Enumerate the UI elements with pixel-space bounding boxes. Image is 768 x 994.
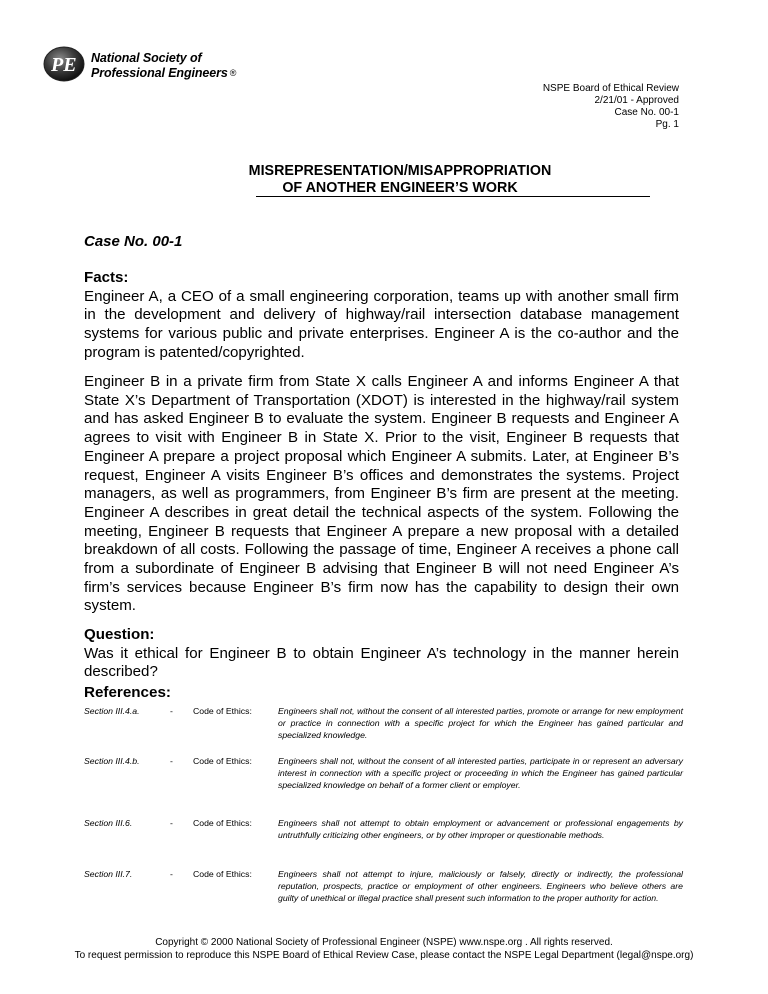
- reference-dash: -: [170, 706, 173, 716]
- document-title-line1: MISREPRESENTATION/MISAPPROPRIATION: [248, 163, 552, 179]
- reference-text: Engineers shall not, without the consent of all interested parties, promote or arrange for new employment or practice in connection with a specific project for which the Engineer has gained particular and specialized knowledge.: [278, 706, 683, 740]
- facts-section: [84, 269, 679, 363]
- reference-section: Section III.4.b.: [84, 756, 140, 766]
- logo-letters: PE: [51, 54, 77, 76]
- case-metadata: [543, 83, 679, 131]
- copyright-notice: Copyright © 2000 National Society of Professional Engineer (NSPE) www.nspe.org . All rights reserved.: [155, 937, 613, 948]
- reference-dash: -: [170, 818, 173, 828]
- question-section: [84, 626, 679, 682]
- question-text: Was it ethical for Engineer B to obtain Engineer A’s technology in the manner herein described?: [84, 644, 679, 681]
- logo-org-line2: Professional Engineers: [91, 66, 228, 80]
- references-heading: References:: [84, 684, 171, 701]
- logo-org-line1: National Society of: [91, 51, 202, 65]
- reference-text: Engineers shall not attempt to obtain employment or advancement or professional engagements by untruthfully criticizing other engineers, or by other improper or questionable methods.: [278, 818, 683, 840]
- nspe-emblem-icon: [42, 44, 86, 84]
- case-number: Case No. 00-1: [84, 233, 183, 250]
- nspe-logo: [42, 44, 262, 88]
- title-underline: [256, 196, 650, 197]
- document-title-line2: OF ANOTHER ENGINEER’S WORK: [282, 180, 518, 196]
- reference-dash: -: [170, 869, 173, 879]
- permission-notice: To request permission to reproduce this NSPE Board of Ethical Review Case, please contact the NSPE Legal Department (legal@nspe.org): [74, 950, 694, 961]
- page-number: Pg. 1: [655, 119, 679, 130]
- case-number-header: Case No. 00-1: [614, 107, 679, 118]
- reference-dash: -: [170, 756, 173, 766]
- facts-paragraph-1: Engineer A, a CEO of a small engineering corporation, teams up with another small firm in the development and delivery of highway/rail intersection database management systems for various public and private enterprises. Engineer A is the co-author and the program is patented/copyrighted.: [84, 287, 679, 361]
- logo-org-name: [91, 51, 236, 81]
- reference-code: Code of Ethics:: [193, 706, 252, 716]
- reference-code: Code of Ethics:: [193, 818, 252, 828]
- question-heading: Question:: [84, 626, 155, 643]
- registered-mark: ®: [229, 68, 237, 78]
- reference-text: Engineers shall not, without the consent of all interested parties, participate in or represent an adversary interest in connection with a specific project or proceeding in which the Engineer has gained particular specialized knowledge on behalf of a former client or employer.: [278, 756, 683, 790]
- reference-code: Code of Ethics:: [193, 869, 252, 879]
- reference-section: Section III.7.: [84, 869, 133, 879]
- board-name: NSPE Board of Ethical Review: [542, 83, 679, 94]
- facts-paragraph-2: Engineer B in a private firm from State X calls Engineer A and informs Engineer A that State X’s Department of Transportation (XDOT) is interested in the highway/rail system and has asked Engineer B to evaluate the system. Engineer B requests and Engineer A agrees to visit with Engineer B in State X. Prior to the visit, Engineer B requests that Engineer A prepare a project proposal which Engineer A submits. Later, at Engineer B’s request, Engineer A visits Engineer B’s offices and demonstrates the systems. Project managers, as well as programmers, from Engineer B’s firm are present at the meeting. Engineer A describes in great detail the technical aspects of the system. Following the meeting, Engineer B requests that Engineer A prepare a new proposal with a detailed breakdown of all costs. Following the passage of time, Engineer A receives a phone call from a subordinate of Engineer B advising that Engineer B will not need Engineer A’s firm’s services because Engineer B’s firm now has the capability to design their own system.: [84, 373, 679, 615]
- document-title-line2-wrap: [160, 180, 640, 196]
- reference-code: Code of Ethics:: [193, 756, 252, 766]
- approval-date: 2/21/01 - Approved: [594, 95, 679, 106]
- facts-heading: Facts:: [84, 269, 129, 286]
- reference-text: Engineers shall not attempt to injure, maliciously or falsely, directly or indirectly, the professional reputation, prospects, practice or employment of other engineers. Engineers who believe others are guilty of unethical or illegal practice shall present such information to the proper authority for action.: [278, 869, 683, 903]
- reference-section: Section III.4.a.: [84, 706, 140, 716]
- reference-section: Section III.6.: [84, 818, 133, 828]
